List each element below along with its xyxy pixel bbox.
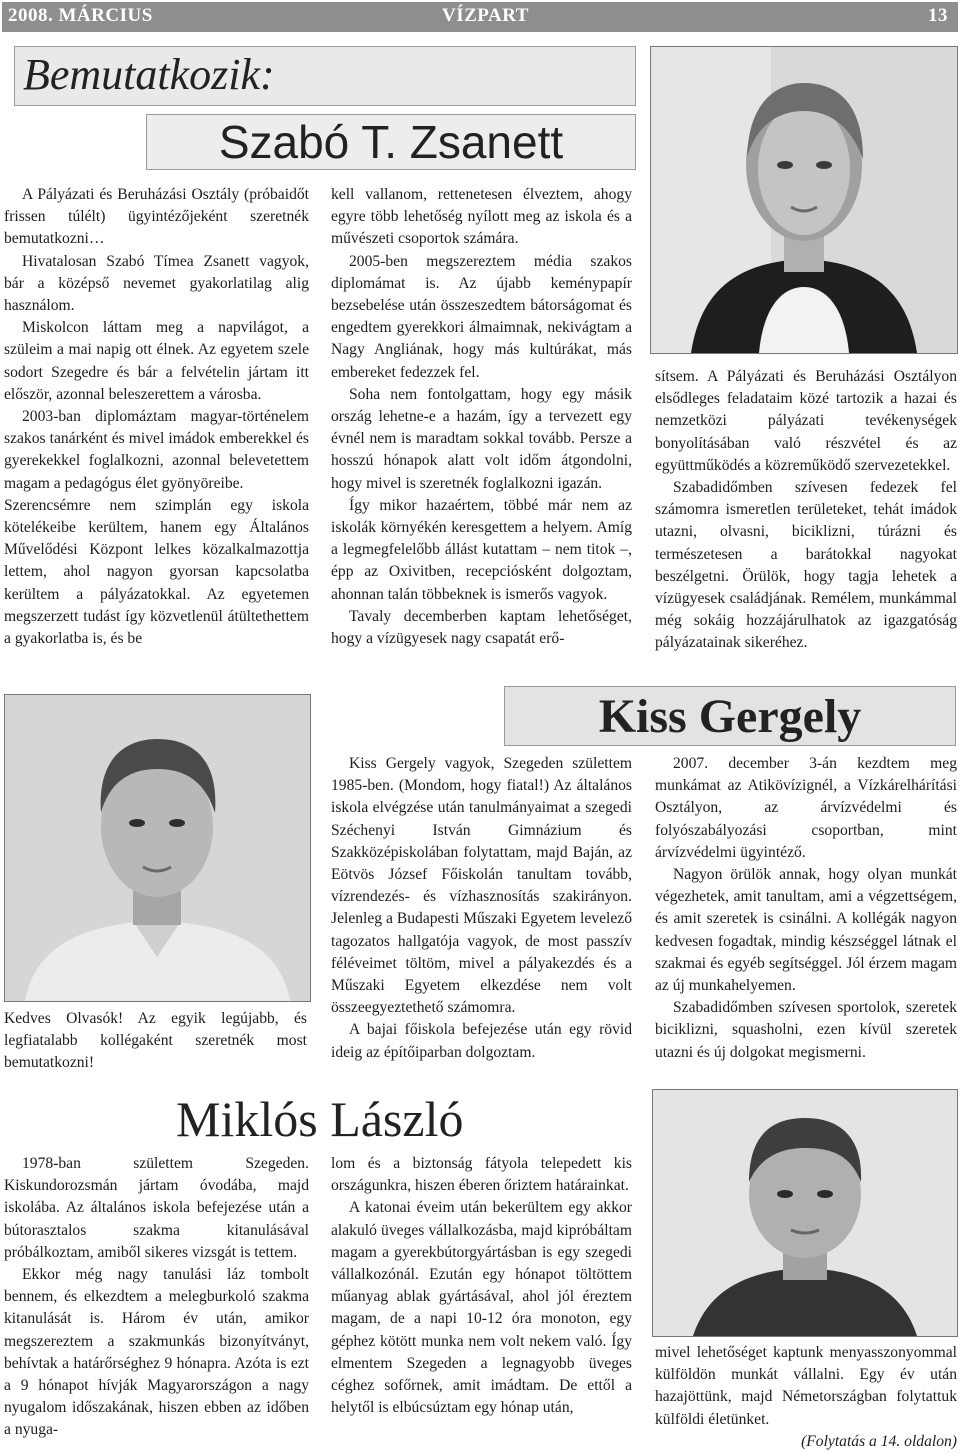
section-banner xyxy=(14,46,636,106)
heading-text: Szabó T. Zsanett xyxy=(218,116,564,168)
article-column-szabo-1 xyxy=(4,184,309,650)
article-heading-miklos xyxy=(170,1090,464,1147)
paragraph: Szerencsémre nem szimplán egy iskola kötelékeibe kerültem, hanem egy Általános Művelődési Központ lelkes közalkalmazottja lettem, ahol nagyon gyorsan kapcsolatba kerültem a pályázatokkal. Az egyetemen megszerzett tudást így közvetlenül átültethettem a gyakorlatba is, és be xyxy=(4,496,309,648)
paragraph: 2007. december 3-án kezdtem meg munkámat az Atikövízignél, a Vízkárelhárítási Osztályon, az árvízvédelmi és folyószabályozási csoportban, mint árvízvédelmi ügyintéző. xyxy=(655,755,957,861)
header-publication-title: VÍZPART xyxy=(442,5,529,26)
article-column-szabo-3 xyxy=(655,366,957,655)
paragraph: 2003-ban diplomáztam magyar-történelem szakos tanárként és mivel imádok emberekkel és gyerekekkel foglalkozni, azonnal belevetettem magam a pedagógus élet gyönyöreibe. xyxy=(4,408,309,492)
paragraph: A katonai éveim után bekerültem egy akkor alakuló üveges vállalkozásba, majd kipróbáltam magam a gyerekbútorgyártásban is egy szegedi vállalkozónál. Ezután egy hónapot töltöttem műanyag ablak gyártásával, ahol jól éreztem magam, de a napi 10-12 óra monoton, egy géphez kötött munka nem volt nekem való. Így elmentem Szegeden a legnagyobb üveges céghez sofőrnek, amit imádtam. De ettől a helytől is elbúcsúztam egy hónap után, xyxy=(331,1199,632,1417)
paragraph: Kiss Gergely vagyok, Szegeden születtem 1985-ben. (Mondom, hogy fiatal!) Az általános iskola elvégzése után tanulmányaimat a szegedi Széchenyi István Gimnázium és Szakközépiskolában folytattam, majd Baján, az Eötvös József Főiskolán tanultam tovább, vízrendezés- és vízhasznosítás szakirányon. Jelenleg a Budapesti Műszaki Egyetem levelező tagozatos hallgatója vagyok, de most passzív féléveimet töltöm, mivel a pályakezdés és a Műszaki Egyetem elkezdése nem volt összeegyeztethető számomra. xyxy=(331,755,632,1017)
paragraph: mivel lehetőséget kaptunk menyasszonyommal külföldön munkát vállalni. Egy év után hazajöttünk, majd Németországban folytattuk külföldi életünket. xyxy=(655,1344,957,1428)
paragraph: Hivatalosan Szabó Tímea Zsanett vagyok, bár a középső nevemet gyakorlatilag alig használom. xyxy=(4,252,309,315)
article-column-kiss-2 xyxy=(331,753,632,1064)
header-date: 2008. MÁRCIUS xyxy=(8,5,153,26)
section-title: Bemutatkozik: xyxy=(23,50,275,99)
paragraph: 1978-ban születtem Szegeden. Kiskundorozsmán jártam óvodába, majd iskolába. Az általános iskola befejezése után a bútorasztalos szakma kitanulásával próbálkoztam, amiből sikeres vizsgát is tettem. xyxy=(4,1155,309,1261)
paragraph: 2005-ben megszereztem média szakos diplomámat is. Az újabb keménypapír bezsebelése után összeszedtem bátorságomat és engedtem gyerekkori álmaimnak, nekivágtam a Nagy Angliának, hogy más kultúrákat, más embereket fedezzek fel. xyxy=(331,252,632,381)
page-header xyxy=(2,2,958,32)
paragraph: Nagyon örülök annak, hogy olyan munkát végezhetek, amit tanultam, ami a végzettségem, és amit szeretek is csinálni. A kollégák nagyon kedvesen fogadtak, mindig készséggel látnak el szakmai és egyéb segítséggel. Jól érzem magam az új munkahelyemen. xyxy=(655,866,957,995)
paragraph: lom és a biztonság fátyola telepedett kis országunkra, hiszen éberen őriztem határainkat. xyxy=(331,1155,632,1195)
heading-text: Kiss Gergely xyxy=(598,690,862,743)
paragraph: Soha nem fontolgattam, hogy egy másik ország lehetne-e a hazám, így a tervezett egy évnél nem is maradtam sokkal tovább. Persze a hosszú hónapok alatt volt időm átgondolni, hogy mivel is szeretnék foglalkozni igazán. xyxy=(331,385,632,492)
continuation-note: (Folytatás a 14. oldalon) xyxy=(801,1432,957,1450)
paragraph: A Pályázati és Beruházási Osztály (próbaidőt frissen túlélt) ügyintézőjeként szeretnék bemutatkozni… xyxy=(4,186,309,248)
article-column-miklos-3 xyxy=(655,1342,957,1453)
paragraph: Tavaly decemberben kaptam lehetőséget, hogy a vízügyesek nagy csapatát erő- xyxy=(331,607,632,648)
header-page-number: 13 xyxy=(928,5,948,26)
paragraph: sítsem. A Pályázati és Beruházási Osztályon elsődleges feladataim közé tartozik a hazai és nemzetközi pályázati tevékenységek bonyolításában való részvétel és az együttműködés a közreműködő szervezetekkel. xyxy=(655,368,957,474)
portrait-photo-kiss xyxy=(4,694,311,1002)
paragraph: Szabadidőmben szívesen sportolok, szeretek biciklizni, squasholni, ezen kívül szeretek utazni és új dolgokat megismerni. xyxy=(655,999,957,1061)
paragraph: Ekkor még nagy tanulási láz tombolt bennem, és elkezdtem a melegburkoló szakma kitanulását is. Három év után, amikor megszereztem a szakmunkás bizonyítványt, behívtak a határőrséghez 9 hónapra. Azóta is ezt a 9 hónapot hívják Magyarországon a nagy nyugalom időszakának, hiszen ebben az időben a nyuga- xyxy=(4,1266,309,1439)
article-column-miklos-1 xyxy=(4,1153,309,1442)
paragraph: kell vallanom, rettenetesen élveztem, ahogy egyre több lehetőség nyílott meg az iskola és a művészeti csoportok számára. xyxy=(331,186,632,248)
heading-text: Miklós László xyxy=(176,1091,464,1147)
paragraph: Így mikor hazaértem, többé már nem az iskolák környékén keresgettem a helyem. Amíg a legmegfelelőbb állást kutattam – nem titok –, épp az Oxivitben, recepciósként dolgoztam, ahonnan talán többeknek is ismerős vagyok. xyxy=(331,496,632,603)
article-heading-kiss xyxy=(504,686,956,746)
article-heading-szabo xyxy=(146,114,636,170)
article-column-miklos-2 xyxy=(331,1153,632,1419)
paragraph: A bajai főiskola befejezése után egy rövid ideig az építőiparban dolgoztam. xyxy=(331,1021,632,1061)
article-intro-kiss xyxy=(4,1008,307,1075)
paragraph: Kedves Olvasók! Az egyik legújabb, és legfiatalabb kollégaként szeretnék most bemutatkozni! xyxy=(4,1010,307,1072)
article-column-szabo-2 xyxy=(331,184,632,650)
paragraph: Miskolcon láttam meg a napvilágot, a szüleim a mai napig ott élnek. Az egyetem szele sodort Szegedre és bár a felvételin jártam itt először, azonnal beleszerettem a városba. xyxy=(4,319,309,403)
portrait-photo-szabo xyxy=(650,46,958,354)
portrait-photo-miklos xyxy=(652,1089,958,1337)
article-column-kiss-3 xyxy=(655,753,957,1064)
paragraph: Szabadidőmben szívesen fedezek fel számomra ismeretlen területeket, tehát imádok utazni, olvasni, biciklizni, túrázni és természetesen a barátokkal nagyokat beszélgetni. Örülök, hogy tagja lehetek a vízügyesek családjának. Remélem, munkámmal még sokáig hozzájárulhatok az igazgatóság pályázatainak sikeréhez. xyxy=(655,479,957,652)
